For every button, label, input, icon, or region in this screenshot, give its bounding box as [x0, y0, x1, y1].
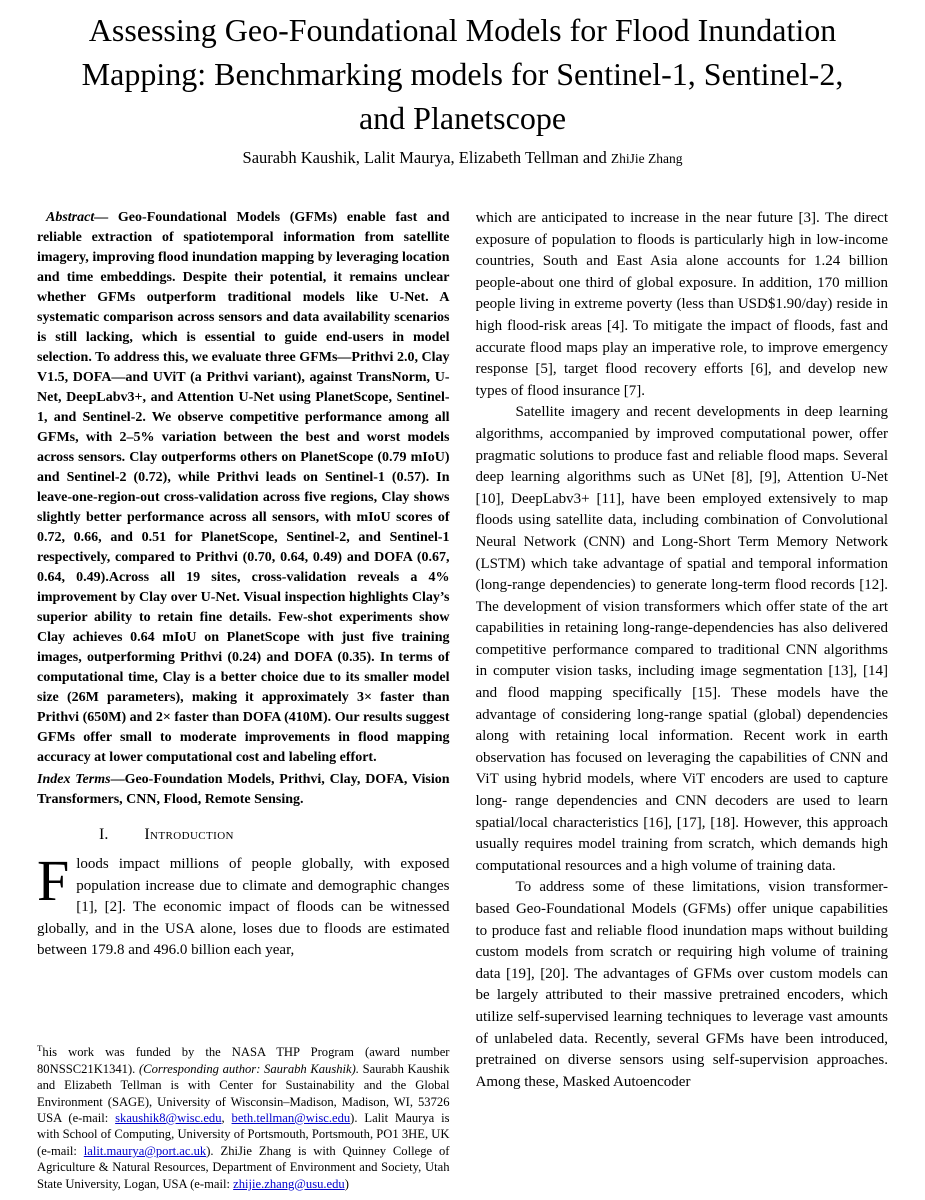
body-paragraph-2: Satellite imagery and recent developments in deep learning algorithms, accompanied by improved computational power, offer pragmatic solutions to produce fast and reliable flood maps. Several deep learning algorithms such as UNet [8], [9], Attention U-Net [10], DeepLabv3+ [11], have been employed extensively to map floods using satellite data, including combination of Convolutional Neural Network (CNN) and Long-Short Term Memory Network (LSTM) which take advantage of spatial and temporal information (long-range dependencies) to generate long-term flood records [12]. The development of vision transformers which offer state of the art capabilities in retaining long-range-dependencies has also delivered competitive performance compared to traditional CNN algorithms in computer vision tasks, including image segmentation [13], [14] and flood mapping specifically [15]. These models have the advantage of considering long-range spatial (global) dependencies along with retaining local information. Recent work in earth observation has focused on leveraging the capabilities of CNN and ViT using hybrid models, where ViT encoders are used to capture long- range dependencies and CNN decoders are used to learn spatial/local characteristics [16], [17], [18]. However, this approach usually requires model training from scratch, which demands high computational resources and a high volume of training data. — [475, 404, 888, 874]
authors-main: Saurabh Kaushik, Lalit Maurya, Elizabeth Tellman and — [242, 148, 611, 167]
index-terms-text: —Geo-Foundation Models, Prithvi, Clay, DOFA, Vision Transformers, CNN, Flood, Remote Sensing. — [37, 772, 450, 807]
footnote-email-link[interactable]: zhijie.zhang@usu.edu — [233, 1176, 345, 1191]
abstract-label: Abstract— — [46, 210, 118, 225]
footnote-text: ). ZhiJie Zhang is with Quinney College of Agriculture & Natural Resources, Department of Environment and Society, Utah State University, Logan, USA (e-mail: — [37, 1143, 450, 1191]
drop-cap: F — [37, 848, 70, 913]
index-terms-label: Index Terms — [37, 772, 111, 787]
footnote-email-link[interactable]: lalit.maurya@port.ac.uk — [83, 1143, 207, 1158]
footnote-email-link[interactable]: beth.tellman@wisc.edu — [231, 1110, 351, 1125]
page-title: Assessing Geo-Foundational Models for Flood Inundation Mapping: Benchmarking models for Sentinel-1, Sentinel-2, and Planetscope — [81, 12, 844, 136]
footnote-text: Saurabh Kaushik and Elizabeth Tellman is with Center for Sustainability and the Global Environment (SAGE), University of Wisconsin–Madison, Madison, WI, 53726 USA (e-mail: — [37, 1061, 450, 1125]
body-paragraph-3: To address some of these limitations, vision transformer- based Geo-Foundational Models (GFMs) offer unique capabilities to produce fast and reliable flood inundation maps without building custom models from scratch or requiring high volume of training data [19], [20]. The advantages of GFMs over custom models can be largely attributed to their massive pretrained encoders, which utilize self-supervised learning techniques to leverage vast amounts of unlabeled data. Recently, several GFMs have been introduced, pretrained on diverse sensors using self-supervision approaches. Among these, Masked Autoencoder — [475, 879, 888, 1090]
two-column-body — [37, 208, 888, 1192]
body-paragraph-1: which are anticipated to increase in the near future [3]. The direct exposure of population to floods is particularly high in low-income countries, South and East Asia alone accounts for 1.24 billion people-about one third of global exposure. In addition, 170 million people living in extreme poverty (less than USD$1.90/day) reside in high flood-risk areas [4]. To mitigate the impact of floods, fast and accurate flood maps play an imperative role, to improve emergency response [5], target flood recovery efforts [6], and develop new types of flood insurance [7]. — [475, 210, 888, 399]
footnote — [37, 1040, 450, 1192]
footnote-text: ) — [344, 1176, 349, 1191]
index-terms — [37, 770, 450, 810]
left-column — [37, 208, 450, 1192]
authors-line — [37, 148, 888, 168]
abstract-text: Geo-Foundational Models (GFMs) enable fast and reliable extraction of spatiotemporal information from satellite imagery, improving flood inundation mapping by leveraging location and time embeddings. Despite their potential, it remains unclear whether GFMs outperform traditional models like U-Net. A systematic comparison across sensors and data availability scenarios is still lacking, which is essential to guide end-users in model selection. To address this, we evaluate three GFMs—Prithvi 2.0, Clay V1.5, DOFA—and UViT (a Prithvi variant), against TransNorm, U-Net, DeepLabv3+, and Attention U-Net using PlanetScope, Sentinel-1, and Sentinel-2. We observe competitive performance among all GFMs, with 2–5% variation between the best and worst models across sensors. Clay outperforms others on PlanetScope (0.79 mIoU) and Sentinel-2 (0.72), while Prithvi leads on Sentinel-1 (0.57). In leave-one-region-out cross-validation across five regions, Clay shows slightly better performance across all sensors, with mIoU scores of 0.72, 0.66, and 0.51 for PlanetScope, Sentinel-2, and Sentinel-1 respectively, compared to Prithvi (0.70, 0.64, 0.49) and DOFA (0.67, 0.64, 0.49).Across all 19 sites, cross-validation reveals a 4% improvement by Clay over U-Net. Visual inspection highlights Clay’s superior ability to retain fine details. Few-shot experiments show Clay achieves 0.64 mIoU on PlanetScope with just five training images, outperforming Prithvi (0.24) and DOFA (0.35). In terms of computational time, Clay is a better choice due to its smaller model size (26M parameters), making it approximately 3× faster than Prithvi (650M) and 2× faster than DOFA (410M). Our results suggest GFMs offer small to moderate improvements in flood mapping accuracy at lower computational cost and labeling effort. — [37, 210, 450, 765]
right-column — [476, 208, 889, 1192]
section-number: I. — [99, 826, 109, 843]
footnote-text: his work was funded by the NASA THP Program (award number 80NSSC21K1341). — [37, 1045, 450, 1076]
author-last: ZhiJie Zhang — [610, 151, 683, 166]
section-heading-introduction — [37, 826, 450, 844]
footnote-text: ). Lalit Maurya is with School of Computing, University of Portsmouth, Portsmouth, PO1 3HE, UK (e-mail: — [37, 1110, 450, 1158]
footnote-text: , — [221, 1110, 232, 1125]
footnote-email-link[interactable]: skaushik8@wisc.edu — [115, 1110, 222, 1125]
intro-text: loods impact millions of people globally, with exposed population increase due to climate and demographic changes [1], [2]. The economic impact of floods can be witnessed globally, and in the USA alone, loses due to floods are estimated between 179.8 and 496.0 billion each year, — [37, 856, 450, 959]
footnote-text: T — [37, 1043, 43, 1054]
abstract-paragraph — [37, 208, 450, 768]
intro-paragraph — [37, 848, 450, 962]
section-title: Introduction — [144, 826, 234, 843]
footnote-text: (Corresponding author: Saurabh Kaushik). — [138, 1061, 359, 1076]
